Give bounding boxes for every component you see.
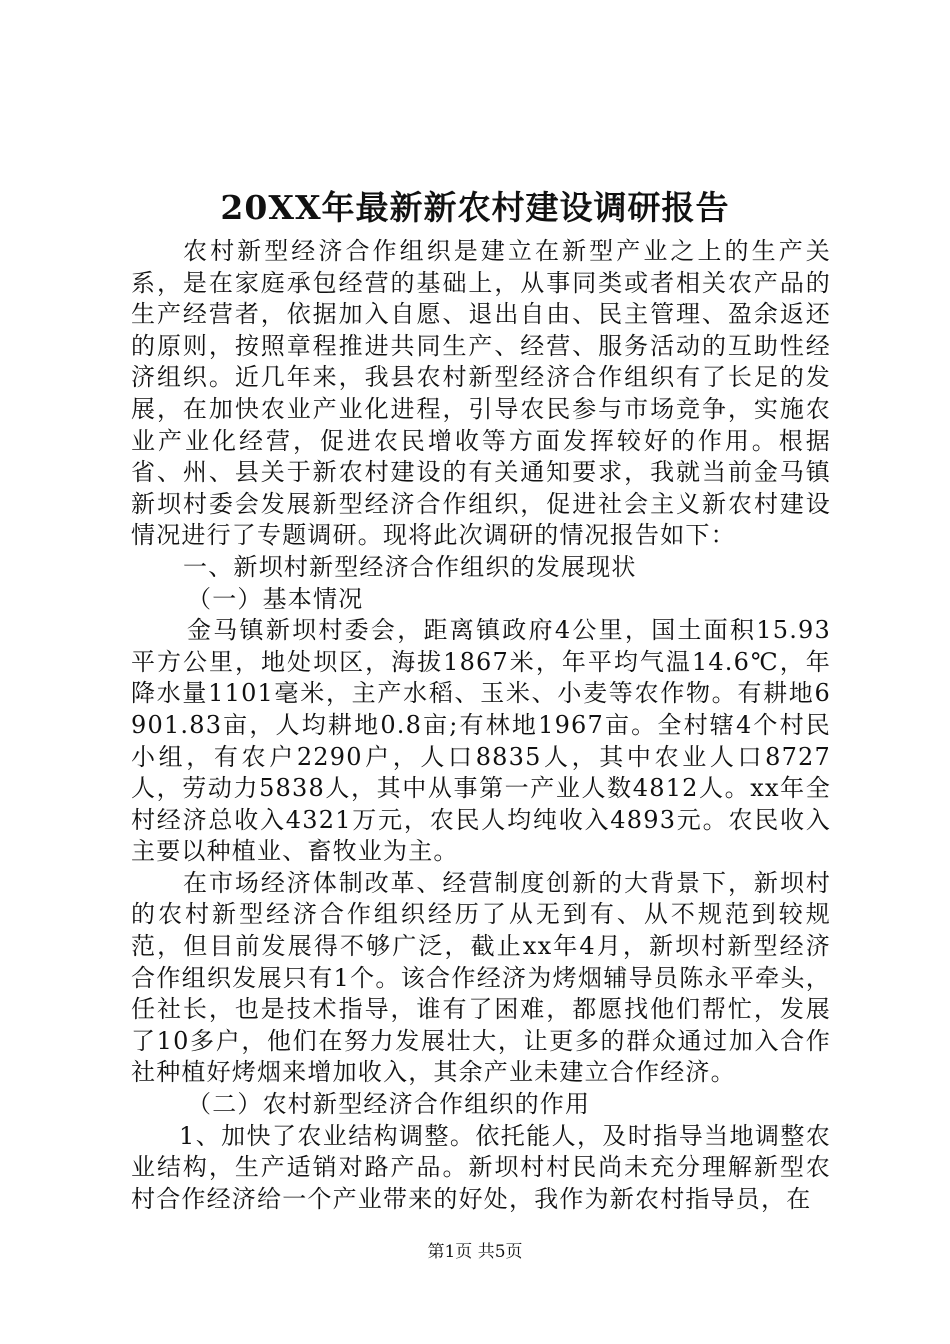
page-footer: 第1页 共5页	[427, 1242, 523, 1262]
document-title: 20XX年最新新农村建设调研报告	[220, 188, 730, 227]
paragraph-intro: 农村新型经济合作组织是建立在新型产业之上的生产关系，是在家庭承包经营的基础上，从事同类或者相关农产品的生产经营者，依据加入自愿、退出自由、民主管理、盈余返还的原则，按照章程推进共同生产、经营、服务活动的互助性经济组织。近几年来，我县农村新型经济合作组织有了长足的发展，在加快农业产业化进程，引导农民参与市场竞争，实施农业产业化经营，促进农民增收等方面发挥较好的作用。根据省、州、县关于新农村建设的有关通知要求，我就当前金马镇新坝村委会发展新型经济合作组织，促进社会主义新农村建设情况进行了专题调研。现将此次调研的情况报告如下：	[131, 237, 831, 550]
paragraph-basic-info: 金马镇新坝村委会，距离镇政府4公里，国土面积15.93平方公里，地处坝区，海拔1867米，年平均气温14.6℃，年降水量1101毫米，主产水稻、玉米、小麦等农作物。有耕地6901.83亩，人均耕地0.8亩;有林地1967亩。全村辖4个村民小组，有农户2290户，人口8835人，其中农业人口8727人，劳动力5838人，其中从事第一产业人数4812人。xx年全村经济总收入4321万元，农民人均纯收入4893元。农民收入主要以种植业、畜牧业为主。	[131, 616, 831, 866]
subsection-heading-1: （一）基本情况	[187, 584, 364, 613]
paragraph-market-context: 在市场经济体制改革、经营制度创新的大背景下，新坝村的农村新型经济合作组织经历了从无到有、从不规范到较规范，但目前发展得不够广泛，截止xx年4月，新坝村新型经济合作组织发展只有1个。该合作经济为烤烟辅导员陈永平牵头，任社长，也是技术指导，谁有了困难，都愿找他们帮忙，发展了10多户，他们在努力发展壮大，让更多的群众通过加入合作社种植好烤烟来增加收入，其余产业未建立合作经济。	[131, 868, 831, 1087]
paragraph-point-1: 1、加快了农业结构调整。依托能人，及时指导当地调整农业结构，生产适销对路产品。新坝村村民尚未充分理解新型农村合作经济给一个产业带来的好处，我作为新农村指导员，在	[131, 1121, 831, 1213]
document-body	[131, 236, 831, 1215]
subsection-heading-2: （二）农村新型经济合作组织的作用	[187, 1090, 591, 1119]
section-heading-1: 一、新坝村新型经济合作组织的发展现状	[183, 552, 637, 581]
